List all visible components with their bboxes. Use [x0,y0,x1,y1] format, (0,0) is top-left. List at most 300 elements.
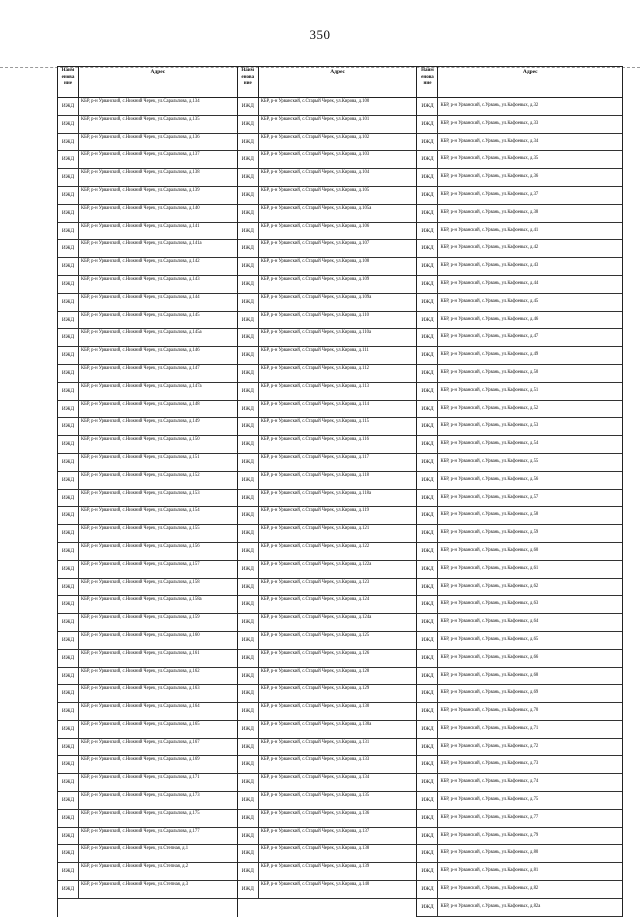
table-row [58,276,237,294]
table-row [58,703,237,721]
cell-type: ИЖД [238,507,259,524]
table-row [417,614,622,632]
cell-type: ИЖД [238,312,259,329]
cell-type: ИЖД [417,294,438,311]
table-row [58,685,237,703]
cell-type: ИЖД [58,258,79,275]
cell-type: ИЖД [238,561,259,578]
cell-type: ИЖД [417,845,438,862]
cell-type: ИЖД [238,774,259,791]
cell-type: ИЖД [58,614,79,631]
table-row [238,151,417,169]
table-row [417,383,622,401]
table-row [417,810,622,828]
cell-type: ИЖД [58,507,79,524]
cell-address: КБР, р-н Урванский, с.Нижний Черек, ул.Степная, д.2 [81,864,189,870]
table-row [238,276,417,294]
cell-address: КБР, р-н Урванский, с.Урвань, ул.Кафоевых, д.56 [440,476,539,482]
cell-address: КБР, р-н Урванский, с.Старый Черек, ул.Кирова, д.111 [260,348,369,354]
header-type: Наим енова ние [58,67,79,97]
cell-type: ИЖД [238,845,259,862]
cell-type: ИЖД [58,223,79,240]
table-row [238,365,417,383]
table-row [238,525,417,543]
cell-type: ИЖД [417,169,438,186]
table-row [58,116,237,134]
cell-type: ИЖД [58,134,79,151]
table-row [417,828,622,846]
cell-address: КБР, р-н Урванский, с.Старый Черек, ул.Кирова, д.128 [260,668,370,674]
cell-address: КБР, р-н Урванский, с.Старый Черек, ул.Кирова, д.124а [260,615,372,621]
cell-type: ИЖД [58,169,79,186]
table-row [58,579,237,597]
cell-address: КБР, р-н Урванский, с.Старый Черек, ул.Кирова, д.137 [260,828,370,834]
table-row [417,312,622,330]
table-row [417,596,622,614]
cell-type: ИЖД [238,739,259,756]
cell-address: КБР, р-н Урванский, с.Нижний Черек, ул.Саральпова, д.157 [81,561,200,567]
cell-address: КБР, р-н Урванский, с.Урвань, ул.Кафоевых, д.51 [440,387,539,393]
cell-address: КБР, р-н Урванский, с.Урвань, ул.Кафоевых, д.81 [440,868,539,874]
cell-address: КБР, р-н Урванский, с.Старый Черек, ул.Кирова, д.130 [260,704,370,710]
table-row [58,756,237,774]
cell-type: ИЖД [238,863,259,880]
table-row [238,134,417,152]
cell-type: ИЖД [238,383,259,400]
cell-address: КБР, р-н Урванский, с.Старый Черек, ул.Кирова, д.138 [260,846,370,852]
cell-address: КБР, р-н Урванский, с.Нижний Черек, ул.Саральпова, д.141 [81,223,200,229]
page-number: 350 [309,27,331,42]
cell-address: КБР, р-н Урванский, с.Урвань, ул.Кафоевых, д.52 [440,405,539,411]
cell-type: ИЖД [417,98,438,115]
cell-address: КБР, р-н Урванский, с.Урвань, ул.Кафоевых, д.68 [440,672,539,678]
cell-type: ИЖД [58,454,79,471]
cell-address: КБР, р-н Урванский, с.Старый Черек, ул.Кирова, д.139 [260,864,370,870]
cell-address: КБР, р-н Урванский, с.Старый Черек, ул.Кирова, д.103 [260,152,370,158]
cell-address: КБР, р-н Урванский, с.Урвань, ул.Кафоевых, д.77 [440,814,539,820]
table-row [238,756,417,774]
table-row [238,294,417,312]
table-row [238,703,417,721]
cell-address: КБР, р-н Урванский, с.Урвань, ул.Кафоевых, д.54 [440,441,539,447]
cell-address: КБР, р-н Урванский, с.Старый Черек, ул.Кирова, д.118 [260,472,370,478]
table-row [58,845,237,863]
cell-type: ИЖД [58,329,79,346]
cell-address: КБР, р-н Урванский, с.Урвань, ул.Кафоевых, д.74 [440,779,539,785]
cell-address: КБР, р-н Урванский, с.Нижний Черек, ул.Саральпова, д.153 [81,490,200,496]
cell-address: КБР, р-н Урванский, с.Старый Черек, ул.Кирова, д.135 [260,793,370,799]
cell-address: КБР, р-н Урванский, с.Нижний Черек, ул.Саральпова, д.158 [81,579,200,585]
cell-address: КБР, р-н Урванский, с.Нижний Черек, ул.Саральпова, д.151 [81,454,200,460]
cell-address: КБР, р-н Урванский, с.Старый Черек, ул.Кирова, д.101 [260,116,370,122]
cell-type: ИЖД [58,561,79,578]
cell-type: ИЖД [238,650,259,667]
table-row [417,472,622,490]
cell-type: ИЖД [238,205,259,222]
table-row [238,98,417,116]
cell-address: КБР, р-н Урванский, с.Нижний Черек, ул.Саральпова, д.138 [81,170,200,176]
cell-address: КБР, р-н Урванский, с.Урвань, ул.Кафоевых, д.55 [440,458,539,464]
cell-type: ИЖД [238,632,259,649]
cell-type: ИЖД [417,721,438,738]
cell-address: КБР, р-н Урванский, с.Нижний Черек, ул.Саральпова, д.171 [81,775,200,781]
cell-address: КБР, р-н Урванский, с.Урвань, ул.Кафоевых, д.44 [440,280,539,286]
table-row [417,507,622,525]
cell-type: ИЖД [417,561,438,578]
table-row [238,240,417,258]
table-row [58,561,237,579]
cell-address: КБР, р-н Урванский, с.Урвань, ул.Кафоевых, д.49 [440,352,539,358]
cell-type: ИЖД [238,347,259,364]
cell-type: ИЖД [417,543,438,560]
table-row [238,543,417,561]
cell-type: ИЖД [58,721,79,738]
cell-type: ИЖД [238,614,259,631]
cell-type: ИЖД [417,436,438,453]
cell-address: КБР, р-н Урванский, с.Нижний Черек, ул.Саральпова, д.164 [81,704,200,710]
cell-type: ИЖД [58,881,79,898]
cell-type: ИЖД [417,134,438,151]
cell-address: КБР, р-н Урванский, с.Нижний Черек, ул.Саральпова, д.167 [81,739,200,745]
cell-address: КБР, р-н Урванский, с.Нижний Черек, ул.Саральпова, д.160 [81,632,200,638]
cell-address: КБР, р-н Урванский, с.Урвань, ул.Кафоевых, д.35 [440,156,539,162]
table-row [238,436,417,454]
cell-address: КБР, р-н Урванский, с.Нижний Черек, ул.Саральпова, д.136 [81,134,200,140]
table-row [238,596,417,614]
table-row [417,223,622,241]
cell-address: КБР, р-н Урванский, с.Урвань, ул.Кафоевых, д.73 [440,761,539,767]
cell-address: КБР, р-н Урванский, с.Урвань, ул.Кафоевых, д.46 [440,316,539,322]
cell-address: КБР, р-н Урванский, с.Урвань, ул.Кафоевых, д.60 [440,547,539,553]
table-row [58,543,237,561]
table-row [238,828,417,846]
cell-address: КБР, р-н Урванский, с.Старый Черек, ул.Кирова, д.112 [260,365,370,371]
cell-type: ИЖД [58,436,79,453]
table-row [58,650,237,668]
cell-type: ИЖД [238,579,259,596]
table-row [58,810,237,828]
cell-type: ИЖД [58,240,79,257]
table-row [238,169,417,187]
cell-type: ИЖД [238,828,259,845]
cell-address: КБР, р-н Урванский, с.Урвань, ул.Кафоевых, д.65 [440,636,539,642]
table-row [238,739,417,757]
cell-type: ИЖД [417,685,438,702]
cell-address: КБР, р-н Урванский, с.Нижний Черек, ул.Саральпова, д.155 [81,526,200,532]
cell-type: ИЖД [417,258,438,275]
cell-address: КБР, р-н Урванский, с.Нижний Черек, ул.Саральпова, д.162 [81,668,200,674]
table-row [58,863,237,881]
table-row [417,454,622,472]
cell-address: КБР, р-н Урванский, с.Старый Черек, ул.Кирова, д.130а [260,721,372,727]
table-row [58,401,237,419]
table-column-3 [416,66,623,917]
cell-type: ИЖД [58,294,79,311]
cell-type: ИЖД [58,828,79,845]
cell-address: КБР, р-н Урванский, с.Урвань, ул.Кафоевых, д.69 [440,690,539,696]
table-row [58,205,237,223]
cell-address: КБР, р-н Урванский, с.Урвань, ул.Кафоевых, д.57 [440,494,539,500]
cell-type: ИЖД [238,116,259,133]
table-row [58,614,237,632]
table-row [417,685,622,703]
cell-type: ИЖД [417,579,438,596]
table-row [58,507,237,525]
cell-address: КБР, р-н Урванский, с.Урвань, ул.Кафоевых, д.82 [440,886,539,892]
cell-address: КБР, р-н Урванский, с.Урвань, ул.Кафоевых, д.72 [440,743,539,749]
cell-address: КБР, р-н Урванский, с.Нижний Черек, ул.Саральпова, д.177 [81,828,200,834]
table-row [58,223,237,241]
table-row [238,774,417,792]
cell-type: ИЖД [58,756,79,773]
cell-type: ИЖД [238,454,259,471]
header-type: Наим енова ние [238,67,259,97]
cell-type: ИЖД [58,383,79,400]
cell-address: КБР, р-н Урванский, с.Урвань, ул.Кафоевых, д.43 [440,263,539,269]
cell-address: КБР, р-н Урванский, с.Старый Черек, ул.Кирова, д.107 [260,241,370,247]
cell-type: ИЖД [238,881,259,898]
cell-type: ИЖД [417,632,438,649]
cell-address: КБР, р-н Урванский, с.Урвань, ул.Кафоевых, д.80 [440,850,539,856]
cell-address: КБР, р-н Урванский, с.Урвань, ул.Кафоевых, д.75 [440,797,539,803]
table-header [58,66,237,98]
cell-type: ИЖД [417,668,438,685]
cell-type: ИЖД [238,223,259,240]
cell-address: КБР, р-н Урванский, с.Урвань, ул.Кафоевых, д.82а [440,903,541,909]
address-table [57,66,623,917]
cell-address: КБР, р-н Урванский, с.Урвань, ул.Кафоевых, д.33 [440,120,539,126]
cell-type: ИЖД [417,418,438,435]
table-row [58,187,237,205]
table-row [238,454,417,472]
table-row [238,223,417,241]
table-row [58,134,237,152]
cell-address: КБР, р-н Урванский, с.Нижний Черек, ул.Саральпова, д.159 [81,615,200,621]
cell-type: ИЖД [58,792,79,809]
table-row [58,632,237,650]
table-row [238,632,417,650]
cell-address: КБР, р-н Урванский, с.Урвань, ул.Кафоевых, д.34 [440,138,539,144]
table-row [238,329,417,347]
cell-type: ИЖД [417,240,438,257]
table-row [417,899,622,917]
cell-address: КБР, р-н Урванский, с.Старый Черек, ул.Кирова, д.131 [260,739,370,745]
header-type: Наим енова ние [417,67,438,97]
cell-address: КБР, р-н Урванский, с.Урвань, ул.Кафоевых, д.42 [440,245,539,251]
cell-type: ИЖД [58,739,79,756]
cell-type: ИЖД [238,543,259,560]
table-row [58,454,237,472]
cell-type: ИЖД [238,98,259,115]
cell-address: КБР, р-н Урванский, с.Старый Черек, ул.Кирова, д.105 [260,187,370,193]
table-row [238,792,417,810]
table-row [417,721,622,739]
cell-type: ИЖД [417,365,438,382]
table-header [238,66,417,98]
table-row [58,329,237,347]
cell-address: КБР, р-н Урванский, с.Старый Черек, ул.Кирова, д.104 [260,170,370,176]
cell-address: КБР, р-н Урванский, с.Старый Черек, ул.Кирова, д.133 [260,757,370,763]
cell-type: ИЖД [58,685,79,702]
cell-type: ИЖД [58,276,79,293]
rows-column-2 [238,98,417,899]
cell-address: КБР, р-н Урванский, с.Урвань, ул.Кафоевых, д.53 [440,423,539,429]
cell-address: КБР, р-н Урванский, с.Старый Черек, ул.Кирова, д.109 [260,276,370,282]
cell-type: ИЖД [417,223,438,240]
cell-address: КБР, р-н Урванский, с.Нижний Черек, ул.Саральпова, д.144 [81,294,200,300]
cell-type: ИЖД [238,668,259,685]
table-row [58,98,237,116]
cell-type: ИЖД [238,294,259,311]
cell-address: КБР, р-н Урванский, с.Старый Черек, ул.Кирова, д.123 [260,579,370,585]
table-column-2 [237,66,417,917]
cell-type: ИЖД [58,151,79,168]
cell-address: КБР, р-н Урванский, с.Старый Черек, ул.Кирова, д.125 [260,632,370,638]
cell-address: КБР, р-н Урванский, с.Урвань, ул.Кафоевых, д.66 [440,654,539,660]
table-row [58,828,237,846]
cell-type: ИЖД [58,650,79,667]
cell-address: КБР, р-н Урванский, с.Урвань, ул.Кафоевых, д.79 [440,832,539,838]
cell-address: КБР, р-н Урванский, с.Нижний Черек, ул.Саральпова, д.154 [81,508,200,514]
cell-address: КБР, р-н Урванский, с.Нижний Черек, ул.Саральпова, д.169 [81,757,200,763]
cell-type: ИЖД [417,810,438,827]
cell-type: ИЖД [417,151,438,168]
table-row [238,650,417,668]
cell-address: КБР, р-н Урванский, с.Урвань, ул.Кафоевых, д.61 [440,565,539,571]
cell-type: ИЖД [238,276,259,293]
cell-type: ИЖД [238,329,259,346]
cell-type: ИЖД [238,810,259,827]
cell-address: КБР, р-н Урванский, с.Урвань, ул.Кафоевых, д.62 [440,583,539,589]
cell-address: КБР, р-н Урванский, с.Старый Черек, ул.Кирова, д.117 [260,454,370,460]
table-row [58,151,237,169]
cell-type: ИЖД [58,774,79,791]
table-row [417,650,622,668]
table-row [58,436,237,454]
cell-type: ИЖД [417,650,438,667]
cell-type: ИЖД [417,899,438,916]
cell-address: КБР, р-н Урванский, с.Нижний Черек, ул.Саральпова, д.149 [81,419,200,425]
table-row [238,312,417,330]
cell-address: КБР, р-н Урванский, с.Нижний Черек, ул.Саральпова, д.152 [81,472,200,478]
cell-type: ИЖД [238,240,259,257]
cell-address: КБР, р-н Урванский, с.Нижний Черек, ул.Саральпова, д.147 [81,365,200,371]
cell-address: КБР, р-н Урванский, с.Урвань, ул.Кафоевых, д.64 [440,619,539,625]
table-row [417,187,622,205]
cell-address: КБР, р-н Урванский, с.Старый Черек, ул.Кирова, д.134 [260,775,370,781]
table-row [417,561,622,579]
table-row [417,774,622,792]
table-row [417,116,622,134]
table-row [417,490,622,508]
header-address: Адрес [150,69,166,75]
cell-type: ИЖД [417,614,438,631]
cell-address: КБР, р-н Урванский, с.Старый Черек, ул.Кирова, д.124 [260,597,370,603]
cell-address: КБР, р-н Урванский, с.Старый Черек, ул.Кирова, д.119 [260,508,370,514]
cell-address: КБР, р-н Урванский, с.Нижний Черек, ул.Саральпова, д.145а [81,330,202,336]
table-column-1 [57,66,237,917]
cell-address: КБР, р-н Урванский, с.Нижний Черек, ул.Саральпова, д.147а [81,383,202,389]
table-row [58,294,237,312]
cell-address: КБР, р-н Урванский, с.Нижний Черек, ул.Саральпова, д.163 [81,686,200,692]
table-row [58,240,237,258]
cell-type: ИЖД [238,134,259,151]
cell-type: ИЖД [238,187,259,204]
table-row [238,881,417,899]
cell-type: ИЖД [58,632,79,649]
table-row [58,347,237,365]
table-row [417,632,622,650]
cell-address: КБР, р-н Урванский, с.Нижний Черек, ул.Саральпова, д.173 [81,793,200,799]
cell-address: КБР, р-н Урванский, с.Нижний Черек, ул.Саральпова, д.141а [81,241,202,247]
table-row [238,187,417,205]
cell-address: КБР, р-н Урванский, с.Урвань, ул.Кафоевых, д.71 [440,725,539,731]
cell-type: ИЖД [417,276,438,293]
table-row [238,401,417,419]
cell-type: ИЖД [58,703,79,720]
cell-address: КБР, р-н Урванский, с.Нижний Черек, ул.Саральпова, д.143 [81,276,200,282]
header-address: Адрес [330,69,345,75]
cell-type: ИЖД [238,472,259,489]
cell-address: КБР, р-н Урванский, с.Старый Черек, ул.Кирова, д.113 [260,383,370,389]
cell-address: КБР, р-н Урванский, с.Урвань, ул.Кафоевых, д.59 [440,530,539,536]
table-row [58,383,237,401]
table-row [238,347,417,365]
table-row [238,472,417,490]
cell-address: КБР, р-н Урванский, с.Урвань, ул.Кафоевых, д.47 [440,334,539,340]
cell-type: ИЖД [417,312,438,329]
table-row [417,756,622,774]
cell-address: КБР, р-н Урванский, с.Старый Черек, ул.Кирова, д.100 [260,99,370,104]
table-row [58,169,237,187]
cell-address: КБР, р-н Урванский, с.Урвань, ул.Кафоевых, д.58 [440,512,539,518]
table-row [238,845,417,863]
cell-type: ИЖД [417,401,438,418]
cell-address: КБР, р-н Урванский, с.Нижний Черек, ул.Саральпова, д.161 [81,650,200,656]
cell-type: ИЖД [417,116,438,133]
cell-type: ИЖД [417,774,438,791]
cell-type: ИЖД [417,454,438,471]
table-row [238,490,417,508]
cell-type: ИЖД [238,169,259,186]
table-row [238,383,417,401]
cell-address: КБР, р-н Урванский, с.Старый Черек, ул.Кирова, д.109а [260,294,372,300]
cell-address: КБР, р-н Урванский, с.Нижний Черек, ул.Степная, д.3 [81,882,189,888]
table-row [417,240,622,258]
cell-type: ИЖД [417,863,438,880]
cell-address: КБР, р-н Урванский, с.Нижний Черек, ул.Саральпова, д.148 [81,401,200,407]
cell-address: КБР, р-н Урванский, с.Урвань, ул.Кафоевых, д.32 [440,103,539,108]
table-row [417,418,622,436]
table-row [58,490,237,508]
table-header [417,66,622,98]
cell-type: ИЖД [238,792,259,809]
table-row [417,294,622,312]
cell-type: ИЖД [58,525,79,542]
table-row [58,472,237,490]
table-row [238,258,417,276]
cell-type: ИЖД [58,418,79,435]
cell-address: КБР, р-н Урванский, с.Старый Черек, ул.Кирова, д.102 [260,134,370,140]
cell-type: ИЖД [58,365,79,382]
cell-type: ИЖД [58,116,79,133]
table-row [238,561,417,579]
table-row [238,507,417,525]
cell-address: КБР, р-н Урванский, с.Старый Черек, ул.Кирова, д.129 [260,686,370,692]
cell-type: ИЖД [58,668,79,685]
cell-address: КБР, р-н Урванский, с.Урвань, ул.Кафоевых, д.37 [440,191,539,197]
table-row [58,418,237,436]
